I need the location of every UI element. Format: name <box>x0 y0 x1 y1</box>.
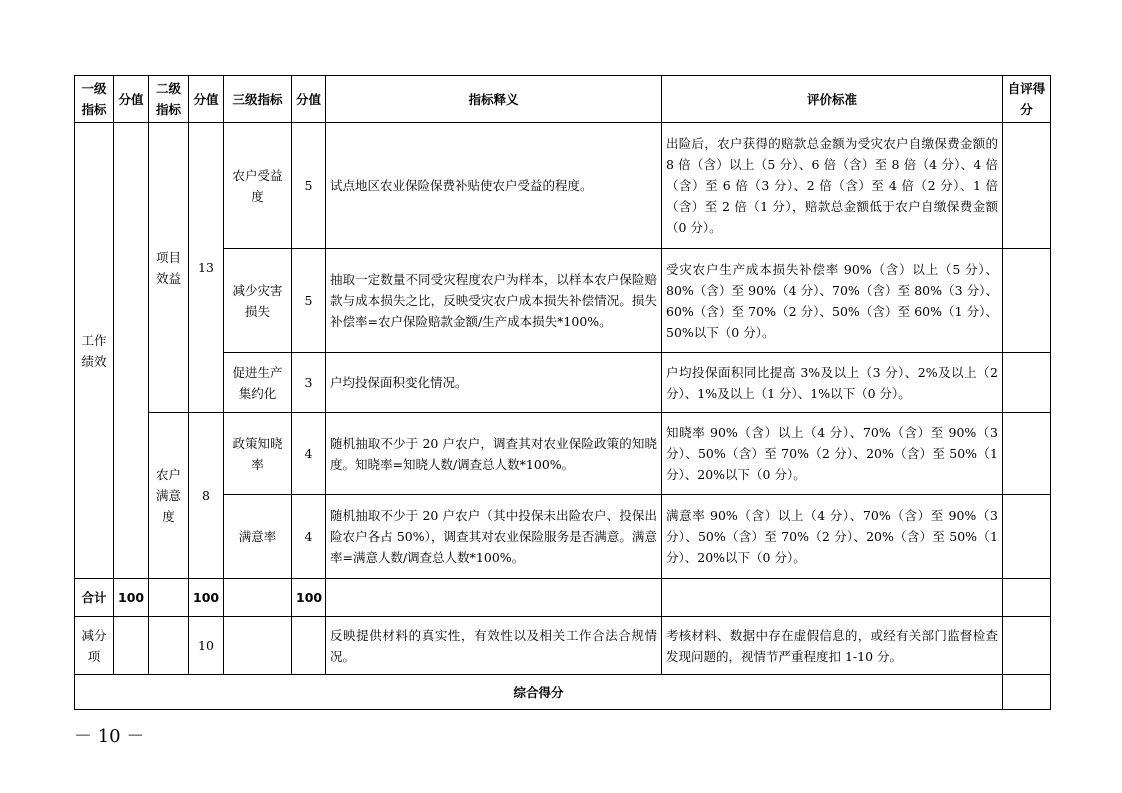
header-criteria: 评价标准 <box>662 76 1003 123</box>
criteria-cell: 满意率 90%（含）以上（4 分）、70%（含）至 90%（3 分）、50%（含）至 70%（2 分）、20%（含）至 50%（1 分）、20%以下（0 分）。 <box>662 495 1003 579</box>
level3-name: 政策知晓率 <box>224 413 292 495</box>
deduction-empty <box>114 617 149 675</box>
level3-name: 减少灾害损失 <box>224 249 292 353</box>
level3-score: 3 <box>292 353 326 413</box>
level3-score: 5 <box>292 249 326 353</box>
level1-name: 工作绩效 <box>75 123 114 579</box>
definition-cell: 随机抽取不少于 20 户农户（其中投保未出险农户、投保出险农户各占 50%），调查其对农业保险服务是否满意。满意率=满意人数/调查总人数*100%。 <box>326 495 662 579</box>
header-score2: 分值 <box>189 76 224 123</box>
total-score3: 100 <box>292 579 326 617</box>
definition-cell: 试点地区农业保险保费补贴使农户受益的程度。 <box>326 123 662 249</box>
self-score-cell[interactable] <box>1003 413 1051 495</box>
level2-satisfaction-score: 8 <box>189 413 224 579</box>
definition-cell: 随机抽取不少于 20 户农户，调查其对农业保险政策的知晓度。知晓率=知晓人数/调查总人数*100%。 <box>326 413 662 495</box>
total-empty <box>662 579 1003 617</box>
page-number: － 10 － <box>74 726 145 747</box>
level2-satisfaction-name: 农户满意度 <box>149 413 189 579</box>
header-self-score: 自评得分 <box>1003 76 1051 123</box>
level3-score: 4 <box>292 495 326 579</box>
criteria-cell: 受灾农户生产成本损失补偿率 90%（含）以上（5 分）、80%（含）至 90%（4 分）、70%（含）至 80%（3 分）、60%（含）至 70%（2 分）、50%（含）至 60%（1 分）、50%以下（0 分）。 <box>662 249 1003 353</box>
deduction-label: 减分项 <box>75 617 114 675</box>
deduction-score: 10 <box>189 617 224 675</box>
header-definition: 指标释义 <box>326 76 662 123</box>
criteria-cell: 户均投保面积同比提高 3%及以上（3 分）、2%及以上（2 分）、1%及以上（1 分）、1%以下（0 分）。 <box>662 353 1003 413</box>
total-empty <box>224 579 292 617</box>
deduction-definition: 反映提供材料的真实性，有效性以及相关工作合法合规情况。 <box>326 617 662 675</box>
header-level3: 三级指标 <box>224 76 292 123</box>
self-score-cell[interactable] <box>1003 495 1051 579</box>
deduction-empty <box>149 617 189 675</box>
level3-name: 农户受益度 <box>224 123 292 249</box>
definition-cell: 户均投保面积变化情况。 <box>326 353 662 413</box>
header-row <box>75 76 1051 123</box>
self-score-cell[interactable] <box>1003 617 1051 675</box>
self-score-cell[interactable] <box>1003 353 1051 413</box>
level2-benefit-name: 项目效益 <box>149 123 189 413</box>
table-row <box>75 123 1051 249</box>
criteria-cell: 出险后，农户获得的赔款总金额为受灾农户自缴保费金额的 8 倍（含）以上（5 分）、6 倍（含）至 8 倍（4 分）、4 倍（含）至 6 倍（3 分）、2 倍（含）至 4 倍（2 分）、1 倍（含）至 2 倍（1 分），赔款总金额低于农户自缴保费金额（0 分）。 <box>662 123 1003 249</box>
header-score1: 分值 <box>114 76 149 123</box>
self-score-cell[interactable] <box>1003 249 1051 353</box>
level1-score <box>114 123 149 579</box>
level2-benefit-score: 13 <box>189 123 224 413</box>
level3-score: 5 <box>292 123 326 249</box>
total-label: 合计 <box>75 579 114 617</box>
header-score3: 分值 <box>292 76 326 123</box>
deduction-empty <box>292 617 326 675</box>
criteria-cell: 知晓率 90%（含）以上（4 分）、70%（含）至 90%（3 分）、50%（含）至 70%（2 分）、20%（含）至 50%（1 分）、20%以下（0 分）。 <box>662 413 1003 495</box>
evaluation-table <box>74 75 1051 710</box>
definition-cell: 抽取一定数量不同受灾程度农户为样本，以样本农户保险赔款与成本损失之比，反映受灾农户成本损失补偿情况。损失补偿率=农户保险赔款金额/生产成本损失*100%。 <box>326 249 662 353</box>
deduction-empty <box>224 617 292 675</box>
level3-name: 满意率 <box>224 495 292 579</box>
total-score2: 100 <box>189 579 224 617</box>
level3-score: 4 <box>292 413 326 495</box>
deduction-row <box>75 617 1051 675</box>
overall-row <box>75 675 1051 710</box>
total-empty <box>149 579 189 617</box>
table-row <box>75 413 1051 495</box>
header-level1: 一级指标 <box>75 76 114 123</box>
deduction-criteria: 考核材料、数据中存在虚假信息的，或经有关部门监督检查发现问题的，视情节严重程度扣 1-10 分。 <box>662 617 1003 675</box>
total-empty <box>326 579 662 617</box>
total-row <box>75 579 1051 617</box>
header-level2: 二级指标 <box>149 76 189 123</box>
total-score1: 100 <box>114 579 149 617</box>
self-score-cell[interactable] <box>1003 579 1051 617</box>
self-score-cell[interactable] <box>1003 123 1051 249</box>
self-score-cell[interactable] <box>1003 675 1051 710</box>
overall-label: 综合得分 <box>75 675 1003 710</box>
level3-name: 促进生产集约化 <box>224 353 292 413</box>
